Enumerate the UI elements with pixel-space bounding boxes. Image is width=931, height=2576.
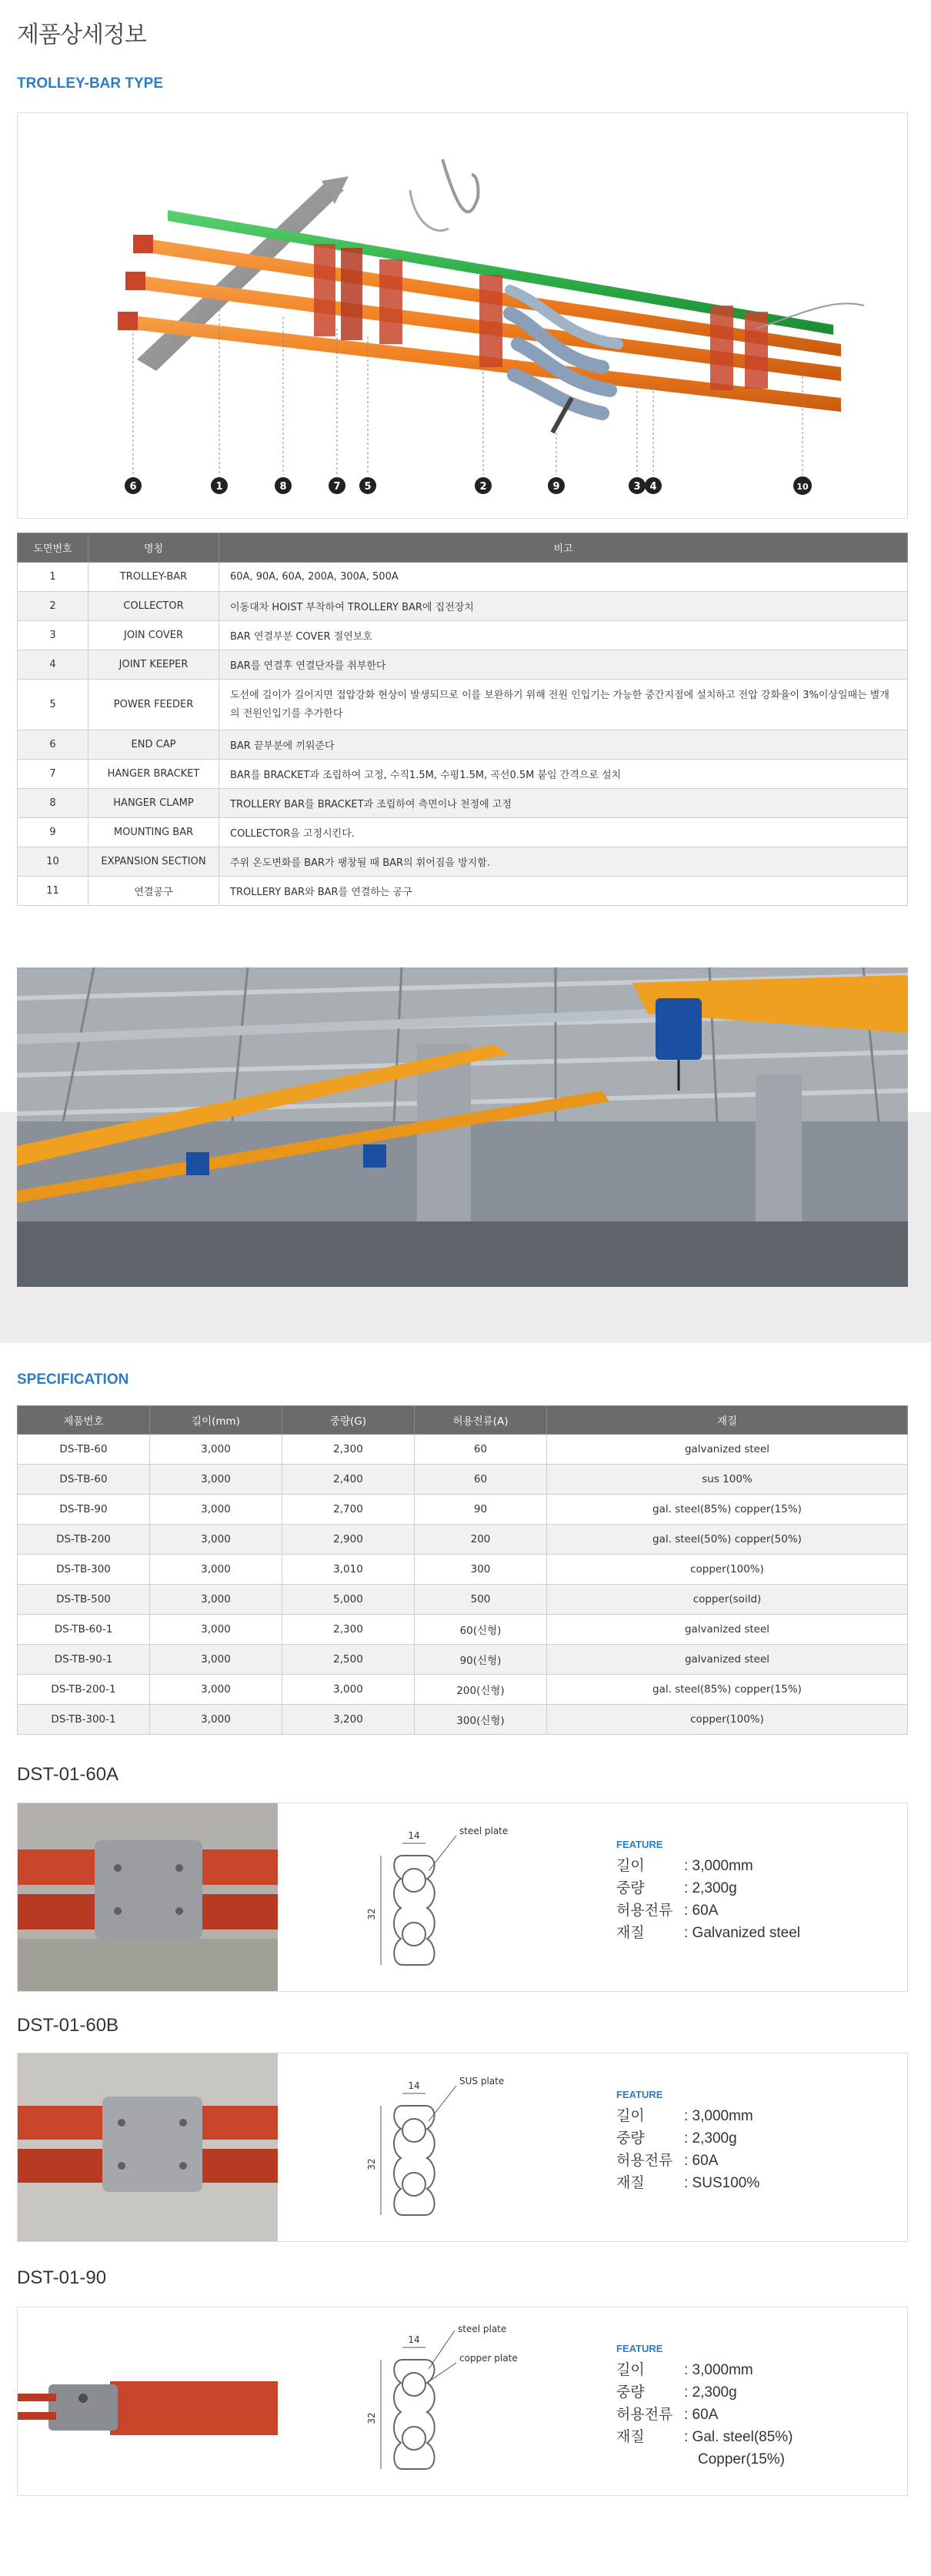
cell: 3,000	[150, 1645, 282, 1675]
feature-value: : Gal. steel(85%)	[684, 2429, 793, 2445]
feature-row	[616, 2127, 901, 2150]
cell-note: TROLLERY BAR를 BRACKET과 조립하여 측면이나 천정에 고정	[219, 789, 908, 818]
cell-no: 7	[18, 760, 88, 789]
callout-3-label: 3	[633, 481, 641, 493]
feature-key: 길이	[616, 2108, 645, 2124]
cell-note: COLLECTOR을 고정시킨다.	[219, 818, 908, 847]
feature-key-spacer	[616, 2448, 681, 2471]
cell-name: JOIN COVER	[88, 621, 219, 650]
feature-row	[616, 2404, 901, 2426]
header-no: 도면번호	[18, 533, 88, 563]
cell: DS-TB-300-1	[18, 1705, 150, 1735]
cell: 3,000	[150, 1555, 282, 1585]
feature-row	[616, 2426, 901, 2448]
cell-no: 11	[18, 877, 88, 906]
feature-key: 재질	[616, 2429, 645, 2445]
cell-note: BAR 연결부분 COVER 절연보호	[219, 621, 908, 650]
callout-2-label: 2	[479, 481, 487, 493]
cell-note: 60A, 90A, 60A, 200A, 300A, 500A	[219, 563, 908, 592]
cell-name: HANGER CLAMP	[88, 789, 219, 818]
feature-value-extra: Copper(15%)	[698, 2451, 785, 2467]
table-row	[18, 1465, 908, 1495]
table-row	[18, 818, 908, 847]
cell: galvanized steel	[547, 1435, 908, 1465]
spec-table-header	[18, 1406, 908, 1435]
feature-row	[616, 1855, 901, 1877]
cell: 500	[415, 1585, 547, 1615]
cell-name: EXPANSION SECTION	[88, 847, 219, 877]
cell: 2,300	[282, 1615, 415, 1645]
feature-key: 길이	[616, 2362, 645, 2378]
header-length: 길이(mm)	[150, 1406, 282, 1435]
cell: DS-TB-500	[18, 1585, 150, 1615]
cell: 300	[415, 1555, 547, 1585]
cross-section-drawing	[364, 2323, 549, 2484]
header-material: 재질	[547, 1406, 908, 1435]
cell: 300(신형)	[415, 1705, 547, 1735]
hoist	[656, 998, 702, 1060]
feature-key: 재질	[616, 1925, 645, 1941]
table-row	[18, 730, 908, 760]
table-row	[18, 847, 908, 877]
cell: copper(100%)	[547, 1555, 908, 1585]
table-row	[18, 1525, 908, 1555]
cell: 3,200	[282, 1705, 415, 1735]
cell: 3,000	[282, 1675, 415, 1705]
plate-label: steel plate	[458, 2324, 507, 2334]
cell-note: TROLLERY BAR와 BAR를 연결하는 공구	[219, 877, 908, 906]
header-name: 명칭	[88, 533, 219, 563]
table-row	[18, 1675, 908, 1705]
cell-note: BAR를 BRACKET과 조립하여 고정, 수직1.5M, 수평1.5M, 곡선0.5M 붙임 간격으로 설치	[219, 760, 908, 789]
cell: 3,000	[150, 1705, 282, 1735]
cell: gal. steel(85%) copper(15%)	[547, 1495, 908, 1525]
model-title: DST-01-60A	[17, 1764, 119, 1785]
feature-value: : 2,300g	[684, 2384, 737, 2401]
table-row	[18, 877, 908, 906]
feature-value: : 60A	[684, 2407, 719, 2423]
cell: 60	[415, 1435, 547, 1465]
cell-note: 이동대차 HOIST 부착하여 TROLLERY BAR에 집전장치	[219, 592, 908, 621]
feature-row	[616, 2105, 901, 2127]
table-row	[18, 760, 908, 789]
feature-row	[616, 2172, 901, 2194]
cell: copper(soild)	[547, 1585, 908, 1615]
table-row	[18, 621, 908, 650]
parts-table-header	[18, 533, 908, 563]
cell-name: HANGER BRACKET	[88, 760, 219, 789]
table-row	[18, 1435, 908, 1465]
cell-name: TROLLEY-BAR	[88, 563, 219, 592]
dim-width: 14	[408, 2334, 420, 2345]
dim-height: 32	[366, 2412, 377, 2424]
cell: 2,400	[282, 1465, 415, 1495]
spec-table	[17, 1405, 908, 1735]
table-row	[18, 680, 908, 730]
feature-value: : 60A	[684, 1903, 719, 1919]
section-title-trolley: TROLLEY-BAR TYPE	[17, 75, 164, 92]
feature-label: FEATURE	[616, 1839, 663, 1850]
table-row	[18, 1615, 908, 1645]
feature-row	[616, 2150, 901, 2172]
feature-key: 중량	[616, 2384, 645, 2401]
cell: 3,000	[150, 1675, 282, 1705]
feature-value: : 2,300g	[684, 2130, 737, 2147]
feature-key: 허용전류	[616, 2153, 673, 2169]
model-card	[17, 2053, 908, 2242]
feature-value: : 2,300g	[684, 1880, 737, 1896]
hanger-bracket	[314, 244, 335, 336]
cell-name: POWER FEEDER	[88, 680, 219, 730]
copper-plate-label: copper plate	[459, 2353, 518, 2364]
cell-no: 4	[18, 650, 88, 680]
plate-label: SUS plate	[459, 2076, 505, 2087]
cell-name: JOINT KEEPER	[88, 650, 219, 680]
feature-key: 중량	[616, 2130, 645, 2147]
cell-no: 8	[18, 789, 88, 818]
cell: 200(신형)	[415, 1675, 547, 1705]
feature-value: : 60A	[684, 2153, 719, 2169]
parts-table	[17, 533, 908, 906]
cell: DS-TB-60	[18, 1465, 150, 1495]
table-row	[18, 1555, 908, 1585]
callout-9-label: 9	[552, 481, 560, 493]
feature-row	[616, 2448, 901, 2471]
cell: DS-TB-90	[18, 1495, 150, 1525]
cell: 2,900	[282, 1525, 415, 1555]
cell-no: 9	[18, 818, 88, 847]
cell: 3,000	[150, 1585, 282, 1615]
cell: DS-TB-90-1	[18, 1645, 150, 1675]
callout-4-label: 4	[649, 481, 657, 493]
feature-block	[616, 2089, 901, 2194]
cell: 2,500	[282, 1645, 415, 1675]
feature-block	[616, 2343, 901, 2471]
cross-section-drawing	[364, 1819, 549, 1980]
join-cover	[710, 306, 733, 390]
model-title: DST-01-60B	[17, 2015, 119, 2036]
cross-section-drawing	[364, 2069, 549, 2230]
feature-row	[616, 1899, 901, 1922]
dim-width: 14	[408, 1830, 420, 1841]
feature-label: FEATURE	[616, 2089, 663, 2100]
cell: 5,000	[282, 1585, 415, 1615]
cell: copper(100%)	[547, 1705, 908, 1735]
cell-note: 주위 온도변화를 BAR가 팽창될 때 BAR의 휘어짐을 방지함.	[219, 847, 908, 877]
feature-row	[616, 1922, 901, 1944]
cell: 90(신형)	[415, 1645, 547, 1675]
cell-no: 2	[18, 592, 88, 621]
page-title: 제품상세정보	[17, 22, 146, 48]
cell: 200	[415, 1525, 547, 1555]
cell: galvanized steel	[547, 1645, 908, 1675]
diagram-illustration	[18, 113, 907, 518]
cell: 3,000	[150, 1525, 282, 1555]
end-cap	[133, 235, 153, 253]
table-row	[18, 1585, 908, 1615]
cell: gal. steel(85%) copper(15%)	[547, 1675, 908, 1705]
hook-wire	[442, 159, 478, 212]
feature-key: 재질	[616, 2175, 645, 2191]
cell: sus 100%	[547, 1465, 908, 1495]
trolley-system-diagram	[17, 112, 908, 519]
header-note: 비고	[219, 533, 908, 563]
table-row	[18, 1705, 908, 1735]
feature-value: : 3,000mm	[684, 2108, 753, 2124]
dim-height: 32	[366, 1908, 377, 1920]
feature-key: 허용전류	[616, 2407, 673, 2423]
callout-8-label: 8	[279, 481, 287, 493]
feature-label: FEATURE	[616, 2343, 663, 2354]
model-card	[17, 1803, 908, 1992]
product-photo	[18, 2307, 278, 2495]
cell-no: 6	[18, 730, 88, 760]
cell: 90	[415, 1495, 547, 1525]
cell-note: 도선에 길이가 길어지면 접압강화 현상이 발생되므로 이를 보완하기 위해 전원 인입기는 가능한 중간지점에 설치하고 전압 강화율이 3%이상일때는 별개의 전원인입기를 추가한다	[219, 680, 908, 730]
cell-name: COLLECTOR	[88, 592, 219, 621]
cell-no: 3	[18, 621, 88, 650]
callout-10-label: 10	[796, 482, 809, 492]
header-model: 제품번호	[18, 1406, 150, 1435]
cell: DS-TB-300	[18, 1555, 150, 1585]
cell: 2,300	[282, 1435, 415, 1465]
cell: DS-TB-200	[18, 1525, 150, 1555]
feature-key: 길이	[616, 1858, 645, 1874]
model-card	[17, 2307, 908, 2496]
cell-note: BAR를 연결후 연결단자를 취부한다	[219, 650, 908, 680]
feature-key: 허용전류	[616, 1903, 673, 1919]
cell: 3,000	[150, 1495, 282, 1525]
feature-value: : 3,000mm	[684, 1858, 753, 1874]
feature-value: : 3,000mm	[684, 2362, 753, 2378]
callout-5-label: 5	[364, 481, 372, 493]
cell: 3,000	[150, 1465, 282, 1495]
cell: 60(신형)	[415, 1615, 547, 1645]
feature-key: 중량	[616, 1880, 645, 1896]
feature-row	[616, 2359, 901, 2381]
feature-row	[616, 2381, 901, 2404]
cell: gal. steel(50%) copper(50%)	[547, 1525, 908, 1555]
cell-no: 1	[18, 563, 88, 592]
cell-no: 10	[18, 847, 88, 877]
table-row	[18, 563, 908, 592]
cell: 3,000	[150, 1615, 282, 1645]
cell-name: MOUNTING BAR	[88, 818, 219, 847]
feature-row	[616, 1877, 901, 1899]
plate-label: steel plate	[459, 1826, 509, 1836]
feature-value: : Galvanized steel	[684, 1925, 801, 1941]
model-title: DST-01-90	[17, 2267, 107, 2288]
table-row	[18, 650, 908, 680]
table-row	[18, 1495, 908, 1525]
product-photo	[18, 1803, 278, 1991]
callout-6-label: 6	[129, 481, 137, 493]
cell: DS-TB-60	[18, 1435, 150, 1465]
cell-name: END CAP	[88, 730, 219, 760]
cell-name: 연결공구	[88, 877, 219, 906]
cell: galvanized steel	[547, 1615, 908, 1645]
feature-block	[616, 1839, 901, 1944]
table-row	[18, 1645, 908, 1675]
callout-1-label: 1	[215, 481, 223, 493]
header-current: 허용전류(A)	[415, 1406, 547, 1435]
cell: 3,000	[150, 1435, 282, 1465]
cell: 60	[415, 1465, 547, 1495]
cell: 3,010	[282, 1555, 415, 1585]
feature-value: : SUS100%	[684, 2175, 760, 2191]
cell: DS-TB-200-1	[18, 1675, 150, 1705]
section-title-spec: SPECIFICATION	[17, 1372, 129, 1388]
table-row	[18, 592, 908, 621]
cell-note: BAR 끝부분에 끼워준다	[219, 730, 908, 760]
dim-width: 14	[408, 2080, 420, 2091]
callout-7-label: 7	[333, 481, 341, 493]
cell: 2,700	[282, 1495, 415, 1525]
header-weight: 중량(G)	[282, 1406, 415, 1435]
table-row	[18, 789, 908, 818]
power-feeder	[379, 259, 402, 344]
cell-no: 5	[18, 680, 88, 730]
product-photo	[18, 2053, 278, 2241]
cell: DS-TB-60-1	[18, 1615, 150, 1645]
factory-photo	[17, 967, 908, 1287]
dim-height: 32	[366, 2158, 377, 2170]
